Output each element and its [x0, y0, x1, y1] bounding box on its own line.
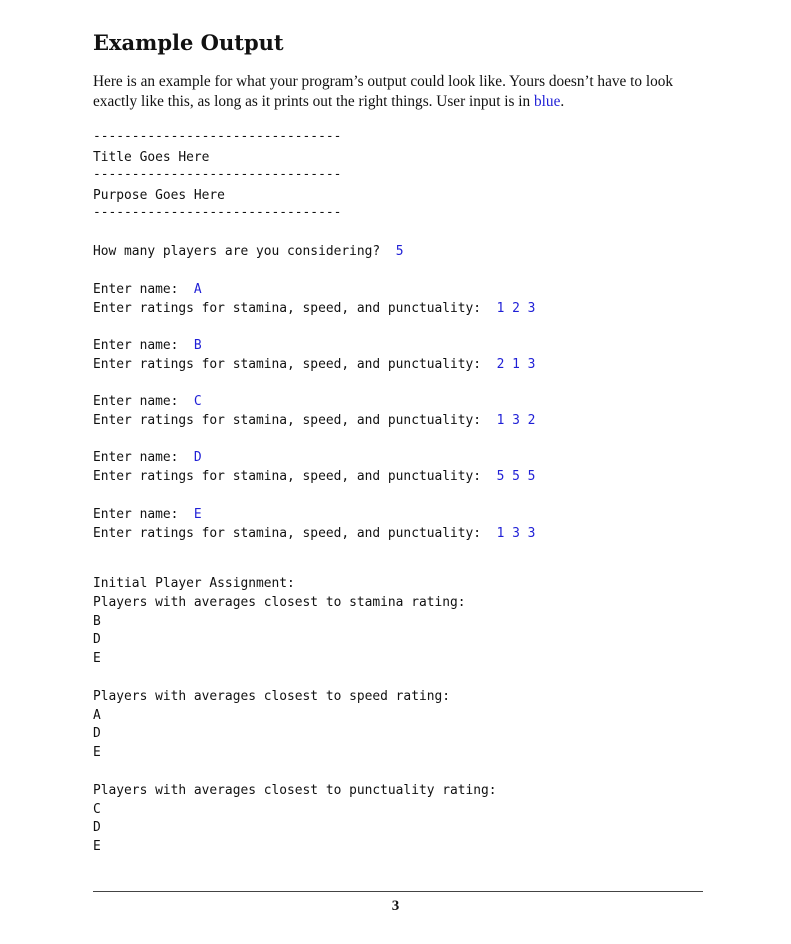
- banner-rule-top: --------------------------------: [93, 129, 342, 144]
- entry-name-line: [93, 392, 202, 411]
- players-count-input: 5: [395, 244, 404, 259]
- entry-ratings-input: 5 5 5: [496, 469, 536, 484]
- name-prompt: Enter name:: [93, 394, 179, 409]
- entry-name-input: A: [193, 282, 202, 297]
- group-player: D: [93, 632, 101, 647]
- ratings-prompt: Enter ratings for stamina, speed, and punctuality:: [93, 301, 482, 316]
- group-player: E: [93, 839, 101, 854]
- group-player: A: [93, 708, 101, 723]
- banner-rule-middle: --------------------------------: [93, 167, 342, 182]
- group-label: Players with averages closest to punctuality rating:: [93, 783, 497, 798]
- intro-blue-word: blue: [534, 93, 561, 110]
- group-player: D: [93, 820, 101, 835]
- entry-name-line: [93, 280, 202, 299]
- group-label: Players with averages closest to speed rating:: [93, 689, 450, 704]
- entry-ratings-line: [93, 524, 535, 543]
- entry-ratings-line: [93, 355, 535, 374]
- name-prompt: Enter name:: [93, 338, 179, 353]
- players-prompt: How many players are you considering?: [93, 244, 381, 259]
- banner-rule-bottom: --------------------------------: [93, 205, 342, 220]
- intro-end: .: [560, 93, 565, 110]
- assignment-header: Initial Player Assignment:: [93, 576, 295, 591]
- ratings-prompt: Enter ratings for stamina, speed, and punctuality:: [93, 413, 482, 428]
- intro-paragraph: [93, 72, 705, 112]
- footer-rule: [93, 891, 703, 892]
- entry-ratings-line: [93, 411, 535, 430]
- intro-text: Here is an example for what your program’s output could look like. Yours doesn’t have to look exactly like this, as long as it prints out the right things. User input is in: [93, 73, 674, 110]
- name-prompt: Enter name:: [93, 507, 179, 522]
- entry-name-input: C: [193, 394, 202, 409]
- entry-ratings-line: [93, 467, 535, 486]
- group-label: Players with averages closest to stamina rating:: [93, 595, 466, 610]
- players-count-line: [93, 242, 403, 261]
- entry-ratings-input: 2 1 3: [496, 357, 536, 372]
- entry-name-input: E: [193, 507, 202, 522]
- entry-name-line: [93, 448, 202, 467]
- group-player: D: [93, 726, 101, 741]
- entry-ratings-input: 1 3 3: [496, 526, 536, 541]
- ratings-prompt: Enter ratings for stamina, speed, and punctuality:: [93, 526, 482, 541]
- page-number: 3: [391, 898, 400, 914]
- entry-ratings-line: [93, 299, 535, 318]
- group-player: E: [93, 745, 101, 760]
- ratings-prompt: Enter ratings for stamina, speed, and punctuality:: [93, 469, 482, 484]
- entry-name-line: [93, 505, 202, 524]
- name-prompt: Enter name:: [93, 450, 179, 465]
- banner-title: Title Goes Here: [93, 150, 210, 165]
- entry-name-input: D: [193, 450, 202, 465]
- entry-name-input: B: [193, 338, 202, 353]
- group-player: C: [93, 802, 101, 817]
- section-heading: Example Output: [93, 30, 284, 55]
- entry-ratings-input: 1 3 2: [496, 413, 536, 428]
- banner-purpose: Purpose Goes Here: [93, 188, 225, 203]
- ratings-prompt: Enter ratings for stamina, speed, and punctuality:: [93, 357, 482, 372]
- entry-name-line: [93, 336, 202, 355]
- entry-ratings-input: 1 2 3: [496, 301, 536, 316]
- group-player: B: [93, 614, 101, 629]
- group-player: E: [93, 651, 101, 666]
- name-prompt: Enter name:: [93, 282, 179, 297]
